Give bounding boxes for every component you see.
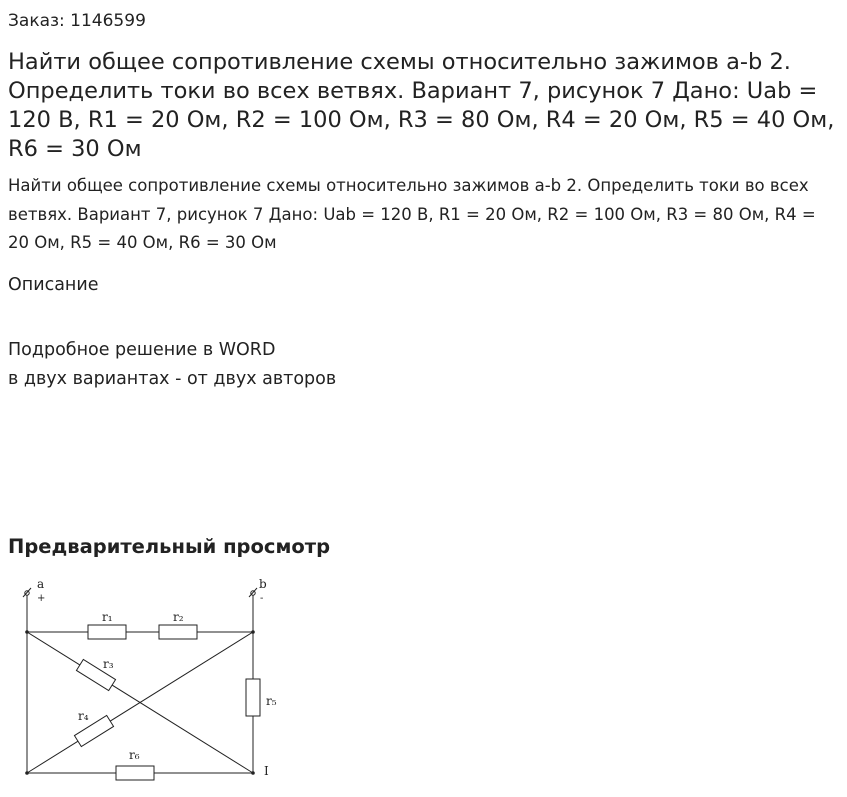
description-line: в двух вариантах - от двух авторов <box>8 369 337 389</box>
order-number: Заказ: 1146599 <box>8 11 146 31</box>
node-dot <box>25 771 29 775</box>
node-dot <box>251 630 255 634</box>
terminal-a-sign: + <box>37 593 46 604</box>
r4-label: r₄ <box>78 709 89 723</box>
description-line: Подробное решение в WORD <box>8 340 276 360</box>
resistor-r6 <box>116 766 154 780</box>
r1-label: r₁ <box>102 610 113 624</box>
circuit-diagram <box>10 571 290 789</box>
r2-label: r₂ <box>173 610 184 624</box>
page-title: Найти общее сопротивление схемы относительно зажимов a-b 2. Определить токи во всех ветвях. Вариант 7, рисунок 7 Дано: Uab = 120 В, R1 = 20 Ом, R2 = 100 Ом, R3 = 80 Ом, R4 = 20 Ом, R5 = 40 Ом, R6 = 30 Ом <box>8 49 835 162</box>
resistor-r1 <box>88 625 126 639</box>
resistor-r2 <box>159 625 197 639</box>
terminal-b-label: b <box>259 577 267 591</box>
preview-heading: Предварительный просмотр <box>8 535 331 558</box>
terminal-b-sign: - <box>260 593 264 604</box>
description-heading: Описание <box>8 275 99 295</box>
terminal-a-label: a <box>37 577 45 591</box>
description-body <box>8 336 336 394</box>
r5-label: r₅ <box>266 694 277 708</box>
node-dot <box>251 771 255 775</box>
current-mark: I <box>264 764 269 778</box>
task-summary: Найти общее сопротивление схемы относительно зажимов a-b 2. Определить токи во всех ветвях. Вариант 7, рисунок 7 Дано: Uab = 120 В, R1 = 20 Ом, R2 = 100 Ом, R3 = 80 Ом, R4 = 20 Ом, R5 = 40 Ом, R6 = 30 Ом <box>8 176 816 252</box>
resistor-r5 <box>246 679 260 716</box>
r3-label: r₃ <box>103 657 114 671</box>
r6-label: r₆ <box>129 748 140 762</box>
node-dot <box>25 630 29 634</box>
